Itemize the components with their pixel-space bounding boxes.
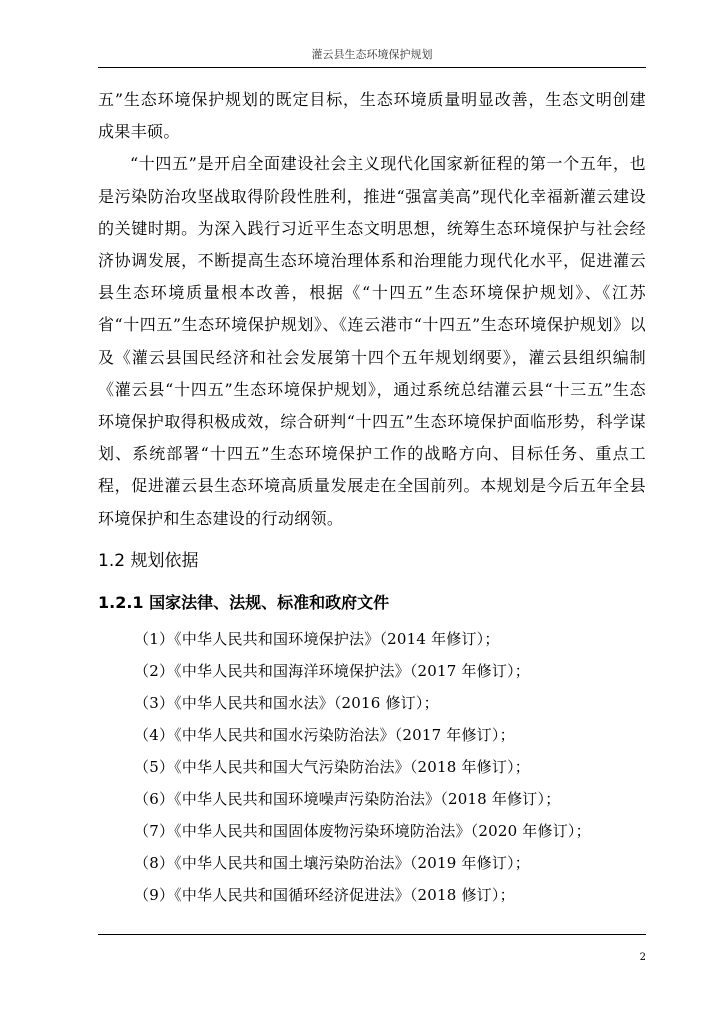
page-content bbox=[98, 84, 646, 911]
section-heading: 1.2 规划依据 bbox=[98, 550, 199, 571]
running-header: 灌云县生态环境保护规划 bbox=[311, 48, 433, 61]
reference-item: （6）《中华人民共和国环境噪声污染防治法》（2018 年修订）； bbox=[134, 789, 561, 808]
paragraph-background: “十四五”是开启全面建设社会主义现代化国家新征程的第一个五年，也是污染防治攻坚战取得阶段性胜利，推进“强富美高”现代化幸福新灌云建设的关键时期。为深入践行习近平生态文明思想，统筹生态环境保护与社会经济协调发展，不断提高生态环境治理体系和治理能力现代化水平，促进灌云县生态环境质量根本改善，根据《“十四五”生态环境保护规划》、《江苏省“十四五”生态环境保护规划》、《连云港市“十四五”生态环境保护规划》以及《灌云县国民经济和社会发展第十四个五年规划纲要》，灌云县组织编制《灌云县“十四五”生态环境保护规划》，通过系统总结灌云县“十三五”生态环境保护取得积极成效，综合研判“十四五”生态环境保护面临形势，科学谋划、系统部署“十四五”生态环境保护工作的战略方向、目标任务、重点工程，促进灌云县生态环境高质量发展走在全国前列。本规划是今后五年全县环境保护和生态建设的行动纲领。 bbox=[98, 154, 646, 528]
reference-list bbox=[98, 623, 646, 911]
reference-item: （3）《中华人民共和国水法》（2016 修订）； bbox=[134, 693, 439, 712]
header-rule bbox=[98, 67, 646, 68]
paragraph-continuation: 五”生态环境保护规划的既定目标，生态环境质量明显改善，生态文明创建成果丰硕。 bbox=[98, 90, 646, 142]
reference-item: （7）《中华人民共和国固体废物污染环境防治法》（2020 年修订）； bbox=[134, 821, 591, 840]
reference-item: （1）《中华人民共和国环境保护法》（2014 年修订）； bbox=[134, 629, 500, 648]
reference-item: （9）《中华人民共和国循环经济促进法》（2018 修订）； bbox=[134, 885, 515, 904]
footer-rule bbox=[98, 934, 646, 935]
reference-item: （8）《中华人民共和国土壤污染防治法》（2019 年修订）； bbox=[134, 853, 530, 872]
page-number: 2 bbox=[639, 952, 646, 963]
reference-item: （5）《中华人民共和国大气污染防治法》（2018 年修订）； bbox=[134, 757, 530, 776]
reference-item: （4）《中华人民共和国水污染防治法》（2017 年修订）； bbox=[134, 725, 515, 744]
reference-item: （2）《中华人民共和国海洋环境保护法》（2017 年修订）； bbox=[134, 661, 530, 680]
subsection-heading: 1.2.1 国家法律、法规、标准和政府文件 bbox=[98, 592, 390, 612]
